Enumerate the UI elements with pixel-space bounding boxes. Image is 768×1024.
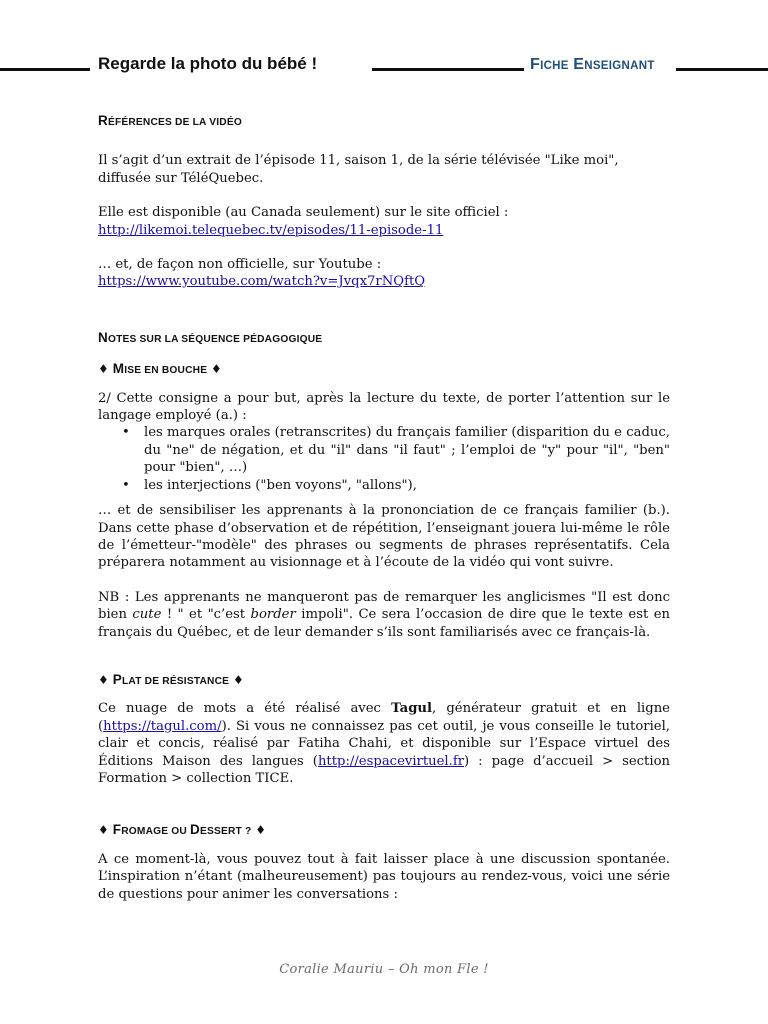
footer-author: Coralie Mauriu – Oh mon Fle ! <box>279 962 489 977</box>
subsection-heading-plat: ♦ PLAT DE RÉSISTANCE ♦ <box>98 671 244 687</box>
fromage-paragraph: A ce moment-là, vous pouvez tout à fait laisser place à une discussion spontanée. L’inspiration n’étant (malheureusement) pas toujours au rendez-vous, voici une série de questions pour animer les conversations : <box>98 851 670 902</box>
subsection-heading-mise-en-bouche: ♦ MISE EN BOUCHE ♦ <box>98 361 222 377</box>
page-title: Regarde la photo du bébé ! <box>98 54 318 73</box>
references-paragraph-1: Il s’agit d’un extrait de l’épisode 11, saison 1, de la série télévisée "Like moi", diffusée sur TéléQuebec. <box>98 153 619 186</box>
diamond-icon: ♦ <box>211 362 222 377</box>
header-rule-right <box>676 68 768 71</box>
list-item: • les interjections ("ben voyons", "allons"), <box>144 477 670 494</box>
link-youtube[interactable]: https://www.youtube.com/watch?v=Jvqx7rNQftQ <box>98 274 426 290</box>
header-rule-middle <box>372 68 524 71</box>
mise-paragraph-1: 2/ Cette consigne a pour but, après la lecture du texte, de porter l’attention sur le langage employé (a.) : <box>98 390 670 424</box>
link-espacevirtuel[interactable]: http://espacevirtuel.fr <box>317 753 465 769</box>
teacher-sheet-label: FICHE ENSEIGNANT <box>530 56 655 73</box>
plat-paragraph: Ce nuage de mots a été réalisé avec Tagul, générateur gratuit et en ligne (https://tagul.com/). Si vous ne connaissez pas cet outil, je vous conseille le tutoriel, clair et concis, réalisé par Fatiha Chahi, et disponible sur l’Espace virtuel des Éditions Maison des langues (http://espacevirtuel.fr) : page d’accueil > section Formation > collection TICE. <box>98 701 671 786</box>
list-item: • les marques orales (retranscrites) du français familier (disparition du e caduc, du "ne" de négation, et du "il" dans "il faut" ; l’emploi de "y" pour "il", "ben" pour "bien", …) <box>144 424 670 476</box>
mise-paragraph-2: … et de sensibiliser les apprenants à la prononciation de ce français familier (b.). Dans cette phase d’observation et de répétition, l’enseignant jouera lui-même le rôle de l’émetteur-"modèle" des phrases ou segments de phrases représentatifs. Cela préparera notamment au visionnage et à l’écoute de la vidéo qui vont suivre. <box>98 503 670 571</box>
diamond-icon: ♦ <box>98 362 109 377</box>
mise-bullet-list <box>98 424 670 494</box>
section-heading-notes: NOTES SUR LA SÉQUENCE PÉDAGOGIQUE <box>98 329 323 345</box>
references-paragraph-3: … et, de façon non officielle, sur Youtube : <box>98 257 382 273</box>
link-likemoi[interactable]: http://likemoi.telequebec.tv/episodes/11-episode-11 <box>98 222 444 238</box>
header-rule-left <box>0 68 90 71</box>
references-paragraph-2: Elle est disponible (au Canada seulement) sur le site officiel : <box>98 205 509 221</box>
document-body <box>98 112 670 903</box>
diamond-icon: ♦ <box>98 672 109 687</box>
diamond-icon: ♦ <box>98 823 109 838</box>
diamond-icon: ♦ <box>232 672 244 687</box>
diamond-icon: ♦ <box>255 823 267 838</box>
link-tagul[interactable]: https://tagul.com/ <box>103 718 222 734</box>
subsection-heading-fromage: ♦ FROMAGE OU DESSERT ? ♦ <box>98 822 267 838</box>
section-heading-references: RÉFÉRENCES DE LA VIDÉO <box>98 113 242 128</box>
mise-nb-paragraph: NB : Les apprenants ne manqueront pas de remarquer les anglicismes "Il est donc bien cute ! " et "c’est border impoli". Ce sera l’occasion de dire que le texte est en français du Québec, et de leur demander s’ils sont familiarisés avec ce français-là. <box>98 589 670 640</box>
